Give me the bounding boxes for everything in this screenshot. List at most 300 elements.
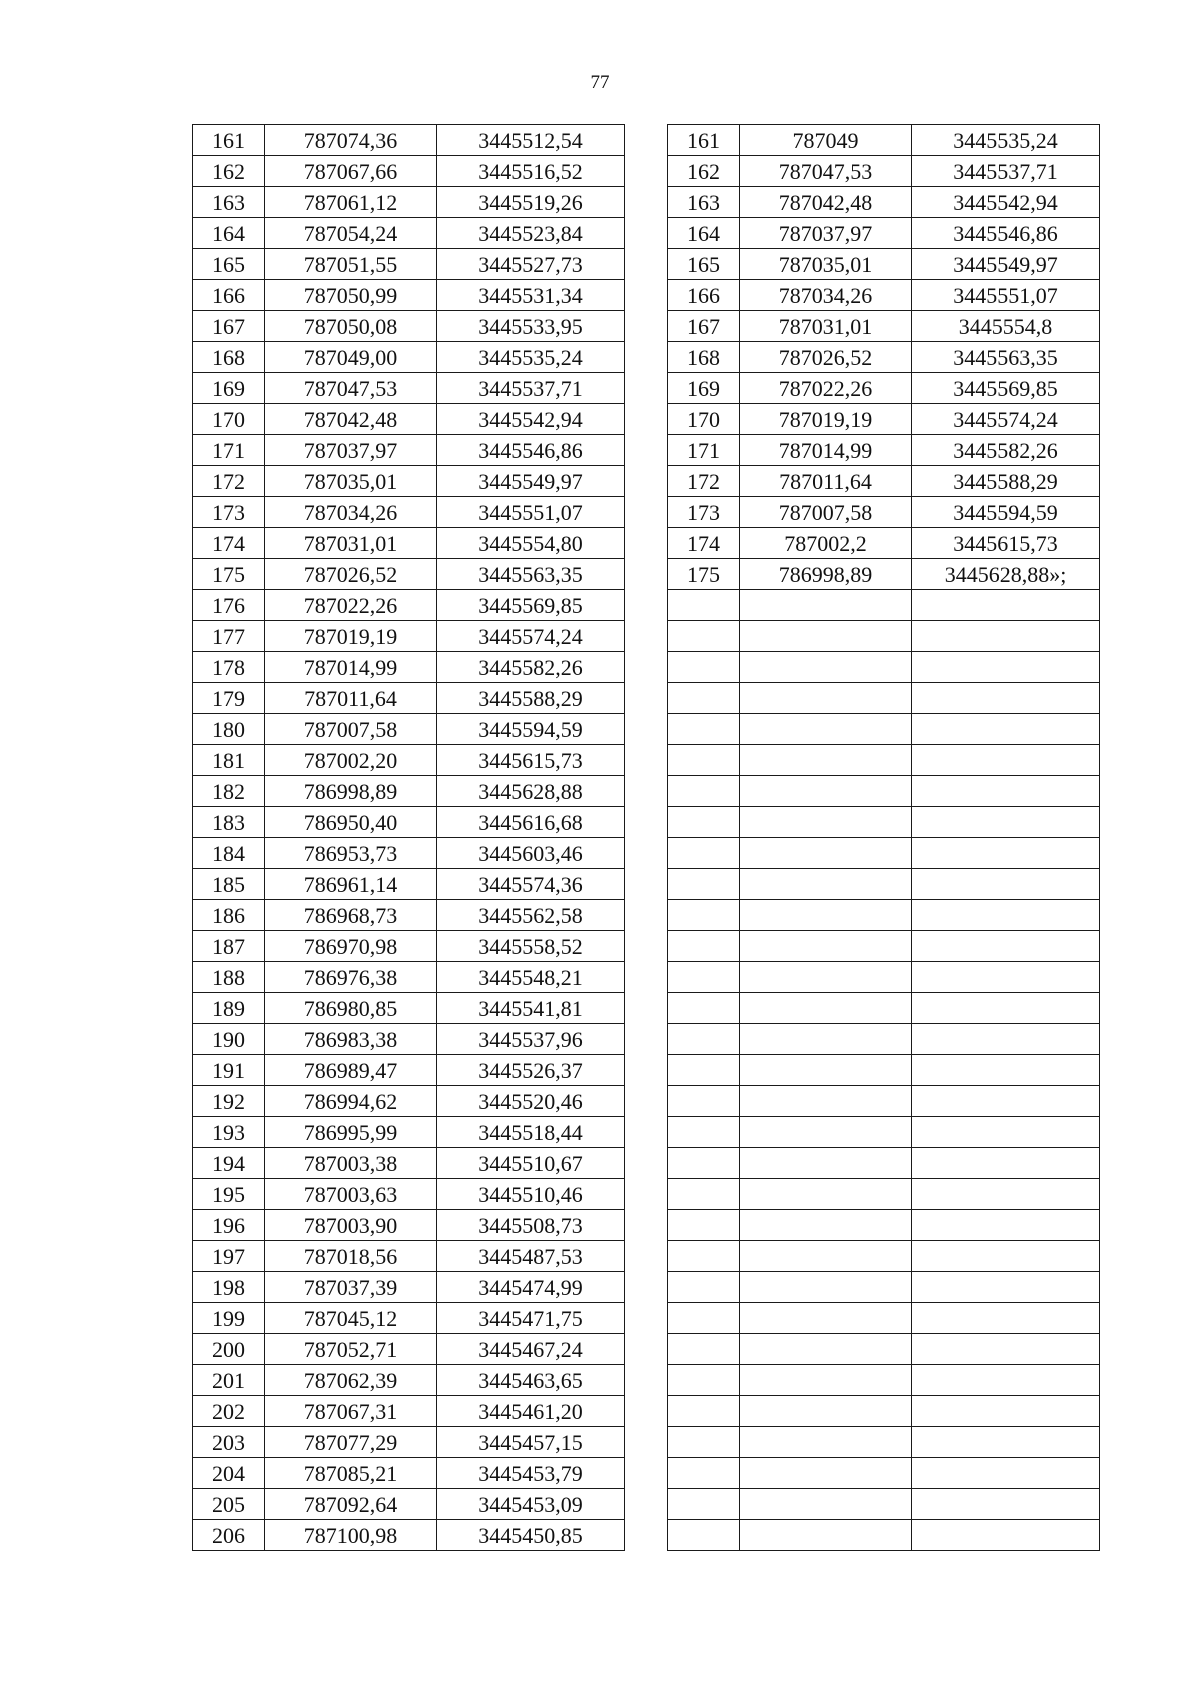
left-y-coordinate-cell: 3445558,52 [437, 931, 625, 962]
column-gap-cell [625, 1458, 668, 1489]
right-y-coordinate-cell: 3445628,88»; [912, 559, 1100, 590]
right-point-number-cell [668, 993, 740, 1024]
right-point-number-cell [668, 900, 740, 931]
left-x-coordinate-cell: 787050,08 [265, 311, 437, 342]
right-point-number-cell [668, 1427, 740, 1458]
left-point-number-cell: 200 [193, 1334, 265, 1365]
left-x-coordinate-cell: 787052,71 [265, 1334, 437, 1365]
right-point-number-cell [668, 683, 740, 714]
column-gap-cell [625, 1055, 668, 1086]
coordinates-table-body [193, 125, 1100, 1551]
column-gap-cell [625, 1179, 668, 1210]
right-point-number-cell [668, 1489, 740, 1520]
left-y-coordinate-cell: 3445516,52 [437, 156, 625, 187]
right-point-number-cell: 175 [668, 559, 740, 590]
right-y-coordinate-cell [912, 1148, 1100, 1179]
left-point-number-cell: 175 [193, 559, 265, 590]
left-point-number-cell: 170 [193, 404, 265, 435]
right-y-coordinate-cell [912, 1520, 1100, 1551]
left-y-coordinate-cell: 3445519,26 [437, 187, 625, 218]
right-x-coordinate-cell [740, 1241, 912, 1272]
column-gap-cell [625, 1086, 668, 1117]
right-point-number-cell: 166 [668, 280, 740, 311]
left-x-coordinate-cell: 787003,90 [265, 1210, 437, 1241]
left-point-number-cell: 177 [193, 621, 265, 652]
table-row [193, 1055, 1100, 1086]
table-row [193, 218, 1100, 249]
column-gap-cell [625, 807, 668, 838]
table-row [193, 528, 1100, 559]
column-gap-cell [625, 497, 668, 528]
table-row [193, 342, 1100, 373]
page-number: 77 [590, 72, 610, 93]
table-row [193, 373, 1100, 404]
table-row [193, 559, 1100, 590]
right-y-coordinate-cell: 3445542,94 [912, 187, 1100, 218]
right-x-coordinate-cell [740, 1334, 912, 1365]
left-y-coordinate-cell: 3445535,24 [437, 342, 625, 373]
left-y-coordinate-cell: 3445541,81 [437, 993, 625, 1024]
left-point-number-cell: 189 [193, 993, 265, 1024]
left-x-coordinate-cell: 786961,14 [265, 869, 437, 900]
right-x-coordinate-cell [740, 1179, 912, 1210]
column-gap-cell [625, 1024, 668, 1055]
left-x-coordinate-cell: 787050,99 [265, 280, 437, 311]
column-gap-cell [625, 1303, 668, 1334]
right-x-coordinate-cell: 787034,26 [740, 280, 912, 311]
left-x-coordinate-cell: 787002,20 [265, 745, 437, 776]
right-x-coordinate-cell [740, 714, 912, 745]
left-point-number-cell: 161 [193, 125, 265, 156]
column-gap-cell [625, 342, 668, 373]
left-point-number-cell: 169 [193, 373, 265, 404]
table-row [193, 1427, 1100, 1458]
left-point-number-cell: 173 [193, 497, 265, 528]
left-y-coordinate-cell: 3445616,68 [437, 807, 625, 838]
right-y-coordinate-cell [912, 1458, 1100, 1489]
right-y-coordinate-cell [912, 590, 1100, 621]
column-gap-cell [625, 528, 668, 559]
right-point-number-cell [668, 621, 740, 652]
left-x-coordinate-cell: 786950,40 [265, 807, 437, 838]
right-x-coordinate-cell [740, 1303, 912, 1334]
left-x-coordinate-cell: 786983,38 [265, 1024, 437, 1055]
right-x-coordinate-cell: 787031,01 [740, 311, 912, 342]
left-point-number-cell: 193 [193, 1117, 265, 1148]
left-y-coordinate-cell: 3445508,73 [437, 1210, 625, 1241]
right-y-coordinate-cell [912, 962, 1100, 993]
right-x-coordinate-cell [740, 962, 912, 993]
right-y-coordinate-cell [912, 807, 1100, 838]
left-point-number-cell: 167 [193, 311, 265, 342]
table-row [193, 1086, 1100, 1117]
left-x-coordinate-cell: 786980,85 [265, 993, 437, 1024]
table-row [193, 1520, 1100, 1551]
right-point-number-cell: 173 [668, 497, 740, 528]
left-x-coordinate-cell: 787074,36 [265, 125, 437, 156]
right-y-coordinate-cell: 3445615,73 [912, 528, 1100, 559]
left-point-number-cell: 185 [193, 869, 265, 900]
right-x-coordinate-cell: 787035,01 [740, 249, 912, 280]
left-y-coordinate-cell: 3445531,34 [437, 280, 625, 311]
right-point-number-cell [668, 1117, 740, 1148]
right-point-number-cell: 164 [668, 218, 740, 249]
left-x-coordinate-cell: 787031,01 [265, 528, 437, 559]
column-gap-cell [625, 404, 668, 435]
right-point-number-cell [668, 1272, 740, 1303]
right-point-number-cell [668, 745, 740, 776]
table-row [193, 838, 1100, 869]
right-x-coordinate-cell [740, 1210, 912, 1241]
right-y-coordinate-cell [912, 1117, 1100, 1148]
left-point-number-cell: 203 [193, 1427, 265, 1458]
left-point-number-cell: 198 [193, 1272, 265, 1303]
left-point-number-cell: 202 [193, 1396, 265, 1427]
right-x-coordinate-cell [740, 1427, 912, 1458]
right-y-coordinate-cell: 3445535,24 [912, 125, 1100, 156]
left-y-coordinate-cell: 3445471,75 [437, 1303, 625, 1334]
left-x-coordinate-cell: 787026,52 [265, 559, 437, 590]
column-gap-cell [625, 1210, 668, 1241]
right-point-number-cell: 161 [668, 125, 740, 156]
table-row [193, 869, 1100, 900]
right-point-number-cell: 163 [668, 187, 740, 218]
left-point-number-cell: 201 [193, 1365, 265, 1396]
left-x-coordinate-cell: 787034,26 [265, 497, 437, 528]
left-point-number-cell: 180 [193, 714, 265, 745]
left-x-coordinate-cell: 787047,53 [265, 373, 437, 404]
right-x-coordinate-cell [740, 1520, 912, 1551]
right-x-coordinate-cell [740, 993, 912, 1024]
right-point-number-cell [668, 714, 740, 745]
column-gap-cell [625, 1272, 668, 1303]
table-row [193, 714, 1100, 745]
right-point-number-cell [668, 869, 740, 900]
right-x-coordinate-cell: 787037,97 [740, 218, 912, 249]
right-x-coordinate-cell: 787022,26 [740, 373, 912, 404]
right-point-number-cell [668, 1396, 740, 1427]
right-x-coordinate-cell [740, 838, 912, 869]
table-row [193, 156, 1100, 187]
right-x-coordinate-cell [740, 776, 912, 807]
right-point-number-cell: 171 [668, 435, 740, 466]
column-gap-cell [625, 1117, 668, 1148]
table-row [193, 993, 1100, 1024]
left-x-coordinate-cell: 786976,38 [265, 962, 437, 993]
table-row [193, 311, 1100, 342]
column-gap-cell [625, 1520, 668, 1551]
left-point-number-cell: 174 [193, 528, 265, 559]
left-y-coordinate-cell: 3445548,21 [437, 962, 625, 993]
left-point-number-cell: 187 [193, 931, 265, 962]
right-point-number-cell: 174 [668, 528, 740, 559]
left-point-number-cell: 164 [193, 218, 265, 249]
left-x-coordinate-cell: 786994,62 [265, 1086, 437, 1117]
column-gap-cell [625, 218, 668, 249]
table-row [193, 1148, 1100, 1179]
table-row [193, 1396, 1100, 1427]
right-x-coordinate-cell [740, 1117, 912, 1148]
left-x-coordinate-cell: 786968,73 [265, 900, 437, 931]
left-point-number-cell: 163 [193, 187, 265, 218]
table-row [193, 1241, 1100, 1272]
left-y-coordinate-cell: 3445551,07 [437, 497, 625, 528]
table-row [193, 1303, 1100, 1334]
right-y-coordinate-cell [912, 1024, 1100, 1055]
left-x-coordinate-cell: 787085,21 [265, 1458, 437, 1489]
left-y-coordinate-cell: 3445562,58 [437, 900, 625, 931]
right-x-coordinate-cell: 787049 [740, 125, 912, 156]
left-point-number-cell: 191 [193, 1055, 265, 1086]
right-x-coordinate-cell [740, 1148, 912, 1179]
right-x-coordinate-cell [740, 1365, 912, 1396]
left-y-coordinate-cell: 3445461,20 [437, 1396, 625, 1427]
left-y-coordinate-cell: 3445453,09 [437, 1489, 625, 1520]
left-point-number-cell: 162 [193, 156, 265, 187]
right-y-coordinate-cell: 3445551,07 [912, 280, 1100, 311]
right-y-coordinate-cell [912, 869, 1100, 900]
left-x-coordinate-cell: 787014,99 [265, 652, 437, 683]
right-x-coordinate-cell: 786998,89 [740, 559, 912, 590]
column-gap-cell [625, 156, 668, 187]
right-point-number-cell [668, 590, 740, 621]
column-gap-cell [625, 1334, 668, 1365]
right-x-coordinate-cell [740, 869, 912, 900]
right-y-coordinate-cell: 3445546,86 [912, 218, 1100, 249]
right-y-coordinate-cell: 3445563,35 [912, 342, 1100, 373]
left-y-coordinate-cell: 3445574,36 [437, 869, 625, 900]
left-x-coordinate-cell: 786970,98 [265, 931, 437, 962]
table-row [193, 1272, 1100, 1303]
column-gap-cell [625, 621, 668, 652]
right-y-coordinate-cell: 3445549,97 [912, 249, 1100, 280]
right-point-number-cell: 167 [668, 311, 740, 342]
right-y-coordinate-cell: 3445537,71 [912, 156, 1100, 187]
right-y-coordinate-cell: 3445588,29 [912, 466, 1100, 497]
table-row [193, 652, 1100, 683]
left-x-coordinate-cell: 787054,24 [265, 218, 437, 249]
left-point-number-cell: 166 [193, 280, 265, 311]
left-x-coordinate-cell: 787037,97 [265, 435, 437, 466]
right-point-number-cell [668, 1148, 740, 1179]
table-row [193, 187, 1100, 218]
table-row [193, 1024, 1100, 1055]
right-y-coordinate-cell [912, 1086, 1100, 1117]
column-gap-cell [625, 869, 668, 900]
right-x-coordinate-cell: 787014,99 [740, 435, 912, 466]
right-point-number-cell [668, 838, 740, 869]
left-y-coordinate-cell: 3445615,73 [437, 745, 625, 776]
right-point-number-cell [668, 1303, 740, 1334]
left-y-coordinate-cell: 3445487,53 [437, 1241, 625, 1272]
left-y-coordinate-cell: 3445574,24 [437, 621, 625, 652]
left-y-coordinate-cell: 3445554,80 [437, 528, 625, 559]
right-point-number-cell [668, 1086, 740, 1117]
left-x-coordinate-cell: 787003,38 [265, 1148, 437, 1179]
right-y-coordinate-cell [912, 621, 1100, 652]
left-x-coordinate-cell: 787067,66 [265, 156, 437, 187]
left-point-number-cell: 178 [193, 652, 265, 683]
table-row [193, 1117, 1100, 1148]
right-y-coordinate-cell: 3445574,24 [912, 404, 1100, 435]
left-point-number-cell: 192 [193, 1086, 265, 1117]
table-row [193, 497, 1100, 528]
right-x-coordinate-cell: 787042,48 [740, 187, 912, 218]
right-y-coordinate-cell: 3445582,26 [912, 435, 1100, 466]
left-point-number-cell: 190 [193, 1024, 265, 1055]
column-gap-cell [625, 900, 668, 931]
right-y-coordinate-cell [912, 1055, 1100, 1086]
right-x-coordinate-cell [740, 1272, 912, 1303]
right-point-number-cell [668, 1334, 740, 1365]
right-x-coordinate-cell: 787047,53 [740, 156, 912, 187]
right-x-coordinate-cell [740, 931, 912, 962]
table-row [193, 280, 1100, 311]
right-point-number-cell [668, 776, 740, 807]
left-x-coordinate-cell: 786953,73 [265, 838, 437, 869]
column-gap-cell [625, 590, 668, 621]
right-x-coordinate-cell: 787011,64 [740, 466, 912, 497]
right-y-coordinate-cell: 3445594,59 [912, 497, 1100, 528]
column-gap-cell [625, 1489, 668, 1520]
right-point-number-cell: 172 [668, 466, 740, 497]
table-row [193, 962, 1100, 993]
column-gap-cell [625, 435, 668, 466]
table-row [193, 404, 1100, 435]
left-point-number-cell: 186 [193, 900, 265, 931]
left-x-coordinate-cell: 787092,64 [265, 1489, 437, 1520]
right-y-coordinate-cell [912, 1334, 1100, 1365]
table-row [193, 1458, 1100, 1489]
left-point-number-cell: 171 [193, 435, 265, 466]
right-y-coordinate-cell [912, 993, 1100, 1024]
table-row [193, 435, 1100, 466]
left-x-coordinate-cell: 787042,48 [265, 404, 437, 435]
table-row [193, 1489, 1100, 1520]
left-x-coordinate-cell: 787037,39 [265, 1272, 437, 1303]
right-point-number-cell [668, 931, 740, 962]
column-gap-cell [625, 1241, 668, 1272]
right-point-number-cell [668, 807, 740, 838]
table-row [193, 621, 1100, 652]
left-y-coordinate-cell: 3445453,79 [437, 1458, 625, 1489]
left-point-number-cell: 195 [193, 1179, 265, 1210]
right-x-coordinate-cell [740, 1086, 912, 1117]
right-point-number-cell [668, 962, 740, 993]
left-point-number-cell: 179 [193, 683, 265, 714]
table-row [193, 683, 1100, 714]
table-row [193, 125, 1100, 156]
right-point-number-cell [668, 1520, 740, 1551]
right-point-number-cell: 168 [668, 342, 740, 373]
left-x-coordinate-cell: 787051,55 [265, 249, 437, 280]
left-point-number-cell: 188 [193, 962, 265, 993]
right-y-coordinate-cell [912, 1427, 1100, 1458]
left-x-coordinate-cell: 787067,31 [265, 1396, 437, 1427]
right-x-coordinate-cell [740, 590, 912, 621]
left-y-coordinate-cell: 3445523,84 [437, 218, 625, 249]
table-row [193, 900, 1100, 931]
column-gap-cell [625, 1396, 668, 1427]
left-point-number-cell: 184 [193, 838, 265, 869]
left-x-coordinate-cell: 787007,58 [265, 714, 437, 745]
right-y-coordinate-cell [912, 776, 1100, 807]
table-row [193, 931, 1100, 962]
right-x-coordinate-cell [740, 1489, 912, 1520]
column-gap-cell [625, 125, 668, 156]
left-x-coordinate-cell: 787100,98 [265, 1520, 437, 1551]
right-y-coordinate-cell [912, 1396, 1100, 1427]
right-x-coordinate-cell: 787019,19 [740, 404, 912, 435]
right-point-number-cell [668, 1024, 740, 1055]
left-point-number-cell: 196 [193, 1210, 265, 1241]
column-gap-cell [625, 683, 668, 714]
column-gap-cell [625, 1427, 668, 1458]
table-row [193, 249, 1100, 280]
left-point-number-cell: 176 [193, 590, 265, 621]
column-gap-cell [625, 962, 668, 993]
right-point-number-cell [668, 1365, 740, 1396]
left-y-coordinate-cell: 3445518,44 [437, 1117, 625, 1148]
left-y-coordinate-cell: 3445594,59 [437, 714, 625, 745]
left-y-coordinate-cell: 3445512,54 [437, 125, 625, 156]
right-x-coordinate-cell [740, 621, 912, 652]
left-y-coordinate-cell: 3445527,73 [437, 249, 625, 280]
left-y-coordinate-cell: 3445628,88 [437, 776, 625, 807]
column-gap-cell [625, 931, 668, 962]
left-x-coordinate-cell: 786995,99 [265, 1117, 437, 1148]
column-gap-cell [625, 311, 668, 342]
right-y-coordinate-cell [912, 683, 1100, 714]
right-x-coordinate-cell: 787002,2 [740, 528, 912, 559]
right-x-coordinate-cell: 787026,52 [740, 342, 912, 373]
right-point-number-cell: 162 [668, 156, 740, 187]
left-y-coordinate-cell: 3445588,29 [437, 683, 625, 714]
left-y-coordinate-cell: 3445510,67 [437, 1148, 625, 1179]
right-y-coordinate-cell: 3445554,8 [912, 311, 1100, 342]
right-point-number-cell: 165 [668, 249, 740, 280]
right-point-number-cell [668, 1241, 740, 1272]
left-x-coordinate-cell: 787022,26 [265, 590, 437, 621]
right-x-coordinate-cell [740, 1396, 912, 1427]
left-point-number-cell: 182 [193, 776, 265, 807]
right-y-coordinate-cell [912, 900, 1100, 931]
left-y-coordinate-cell: 3445542,94 [437, 404, 625, 435]
table-row [193, 776, 1100, 807]
left-y-coordinate-cell: 3445582,26 [437, 652, 625, 683]
left-y-coordinate-cell: 3445537,96 [437, 1024, 625, 1055]
left-x-coordinate-cell: 787018,56 [265, 1241, 437, 1272]
column-gap-cell [625, 838, 668, 869]
table-row [193, 1334, 1100, 1365]
right-point-number-cell: 170 [668, 404, 740, 435]
right-x-coordinate-cell [740, 807, 912, 838]
right-point-number-cell [668, 1458, 740, 1489]
column-gap-cell [625, 466, 668, 497]
left-point-number-cell: 204 [193, 1458, 265, 1489]
table-row [193, 745, 1100, 776]
left-y-coordinate-cell: 3445474,99 [437, 1272, 625, 1303]
left-x-coordinate-cell: 787011,64 [265, 683, 437, 714]
left-y-coordinate-cell: 3445533,95 [437, 311, 625, 342]
left-x-coordinate-cell: 787049,00 [265, 342, 437, 373]
left-x-coordinate-cell: 786989,47 [265, 1055, 437, 1086]
left-x-coordinate-cell: 787019,19 [265, 621, 437, 652]
column-gap-cell [625, 559, 668, 590]
left-y-coordinate-cell: 3445510,46 [437, 1179, 625, 1210]
left-point-number-cell: 181 [193, 745, 265, 776]
right-point-number-cell: 169 [668, 373, 740, 404]
